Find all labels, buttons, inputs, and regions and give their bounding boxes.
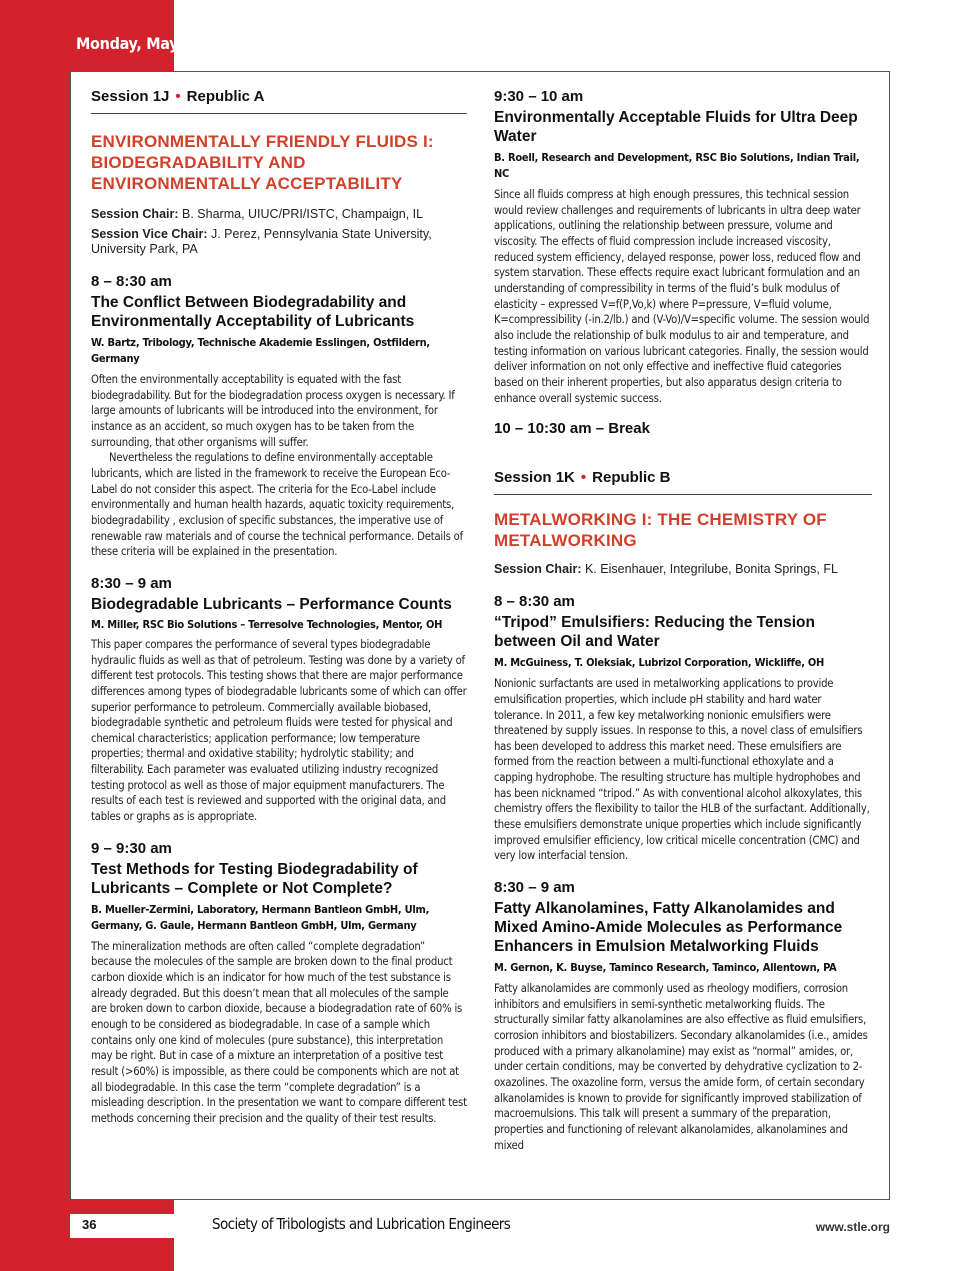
- footer-url[interactable]: www.stle.org: [815, 1220, 890, 1234]
- session-label: Session 1J: [91, 88, 170, 105]
- session-room: Republic A: [186, 88, 265, 105]
- talk-title: Biodegradable Lubricants – Performance Counts: [91, 595, 452, 613]
- chair-label: Session Chair:: [91, 207, 179, 221]
- talk-abstract: [91, 637, 467, 825]
- abstract-paragraph: Nevertheless the regulations to define environmentally acceptable lubricants, which are listed in the framework to receive the European Eco-Label do not consider this aspect. The criteria for the Eco-Label include environmentally and human health hazards, aquatic toxicity requirements, biodegradability , exclusion of specific substances, the imperative use of renewable raw materials and of course the technical performance. Details of these criteria will be explained in the presentation.: [91, 451, 463, 559]
- talk-abstract: [91, 939, 467, 1127]
- talk-authors: W. Bartz, Tribology, Technische Akademie Esslingen, Ostfildern, Germany: [91, 336, 430, 365]
- talk-abstract: [494, 187, 872, 406]
- session-room: Republic B: [592, 469, 671, 487]
- talk-authors: M. Gernon, K. Buyse, Taminco Research, Taminco, Allentown, PA: [494, 961, 837, 975]
- footer-organization: Society of Tribologists and Lubrication Engineers: [212, 1215, 511, 1233]
- talk-authors: M. McGuiness, T. Oleksiak, Lubrizol Corporation, Wickliffe, OH: [494, 656, 825, 670]
- session-title: METALWORKING I: THE CHEMISTRY OF METALWORKING: [494, 510, 827, 551]
- talk-time: 9:30 – 10 am: [494, 88, 584, 105]
- talk-time: 8:30 – 9 am: [494, 879, 575, 897]
- session-chair: [91, 207, 467, 222]
- abstract-paragraph: Since all fluids compress at high enough pressures, this technical session would review challenges and requirements of lubricants in ultra deep water applications, outlining the relationship between pressure, volume and viscosity. The effects of fluid compression include increased viscosity, reduced system efficiency, delayed response, power loss, reduced flow and system starvation. These effects require exact lubricant formulation and an understanding of compressibility in terms of the fluid’s bulk modulus of elasticity – expressed V=f(P,Vo,k) where P=pressure, V=fluid volume, K=compressibility (-in.2/lb.) and (V-Vo)/V=specific volume. The session would also include the relationship of bulk modulus to air and temperature, and testing information on various lubricant categories. Finally, the session would deliver information on not only effective and ineffective fluid categories based on their inherent properties, but also apparatus design criteria to enhance overall systemic success.: [494, 188, 870, 405]
- talk-title: Fatty Alkanolamines, Fatty Alkanolamides and Mixed Amino-Amide Molecules as Performance Enhancers in Emulsion Metalworking Fluids: [494, 900, 843, 956]
- session-label: Session 1K: [494, 469, 575, 487]
- talk-item: [91, 840, 467, 1127]
- abstract-paragraph: This paper compares the performance of several types biodegradable hydraulic fluids as well as that of petroleum. Testing was done by a variety of different test protocols. This testing shows that there are major performance differences among types of biodegradable lubricants some of which can offer superior performance to petroleum. Commercially available biobased, biodegradable synthetic and petroleum fluids were tested for physical and chemical characteristics; application performance; low temperature properties; thermal and oxidative stability; hydrolytic stability; and filterability. Each parameter was evaluated utilizing industry recognized testing protocol as well as those of major equipment manufacturers. The results of each test is reviewed and supported with the original data, and tables or graphs as is appropriate.: [91, 637, 467, 824]
- talk-title: “Tripod” Emulsifiers: Reducing the Tension between Oil and Water: [494, 614, 815, 651]
- talk-title: The Conflict Between Biodegradability and Environmentally Acceptability of Lubricants: [91, 294, 415, 330]
- talk-item: [91, 273, 467, 560]
- chair-name: K. Eisenhauer, Integrilube, Bonita Springs, FL: [585, 562, 838, 577]
- break-label: 10 – 10:30 am – Break: [494, 420, 650, 438]
- talk-time: 8 – 8:30 am: [91, 273, 172, 290]
- talk-item: [494, 879, 872, 1153]
- talk-title: Environmentally Acceptable Fluids for Ultra Deep Water: [494, 109, 858, 145]
- page-number: 36: [82, 1217, 97, 1232]
- talk-time: 8 – 8:30 am: [494, 593, 575, 611]
- talk-time: 8:30 – 9 am: [91, 574, 172, 592]
- session-vice-chair: [91, 227, 467, 257]
- talk-item: [494, 593, 872, 864]
- day-label: Monday, May 19: [76, 34, 203, 53]
- abstract-paragraph: Fatty alkanolamides are commonly used as rheology modifiers, corrosion inhibitors and emulsifiers in semi-synthetic metalworking fluids. The structurally similar fatty alkanolamines are also effective as fluid emulsifiers, corrosion inhibitors and biostabilizers. Secondary alkanolamides (i.e., amides produced with a primary alkanolamine) may exist as “normal” amides, or, under certain conditions, may be converted by dehydrative cyclization to 2-oxazolines. The oxazoline form, versus the amide form, of certain secondary alkanolamides is known to provide for significantly improved stabilization of macroemulsions. This talk will present a summary of the preparation, properties and functioning of relevant alkanolamides, alkanolamines and mixed: [494, 982, 868, 1152]
- session-header-1k: [494, 469, 872, 495]
- talk-title: Test Methods for Testing Biodegradability of Lubricants – Complete or Not Complete?: [91, 860, 418, 897]
- session-chair: [494, 562, 872, 577]
- abstract-paragraph: The mineralization methods are often called “complete degradation” because the molecules of the sample are broken down to the final product carbon dioxide which is an indicator for how much of the test substance is already degraded. But this doesn’t mean that all molecules of the sample are broken down to carbon dioxide, because a biodegradation rate of 60% is enough to be considered as biodegradable. In case of a sample which contains only one kind of molecules (pure substance), this interpretation may be right. But in case of a mixture an interpretation of a positive test result (>60%) is impossible, as there could be components which are not at all biodegradable. In this case the term “complete degradation” is a misleading description. In the presentation we want to compare different test methods concerning their precision and the quality of their test results.: [91, 939, 467, 1125]
- talk-item: [91, 575, 467, 825]
- talk-item: [494, 88, 872, 406]
- bullet-dot-icon: •: [175, 88, 181, 105]
- talk-authors: M. Miller, RSC Bio Solutions – Terresolve Technologies, Mentor, OH: [91, 617, 443, 631]
- bullet-dot-icon: •: [580, 469, 587, 487]
- talk-abstract: [91, 372, 467, 560]
- chair-label: Session Chair:: [494, 562, 582, 577]
- chair-name: B. Sharma, UIUC/PRI/ISTC, Champaign, IL: [182, 207, 424, 221]
- talk-authors: B. Roell, Research and Development, RSC Bio Solutions, Indian Trail, NC: [494, 151, 860, 180]
- left-column: [91, 72, 467, 1127]
- talk-time: 9 – 9:30 am: [91, 839, 172, 857]
- talk-abstract: [494, 676, 872, 864]
- talk-authors: B. Mueller-Zermini, Laboratory, Hermann Bantleon GmbH, Ulm, Germany, G. Gaule, Hermann Bantleon GmbH, Ulm, Germany: [91, 902, 430, 932]
- abstract-paragraph: Nonionic surfactants are used in metalworking applications to provide emulsification properties, which include pH stability and hard water tolerance. In 2011, a few key metalworking nonionic emulsifiers were threatened by supply issues. In response to this, a novel class of emulsifiers has been developed to address this market need. These emulsifiers are formed from the reaction between a multi-functional ethoxylate and a capping hydrophobe. The resulting structure has multiple hydrophobes and has been nicknamed “tripod.” As with conventional alcohol alkoxylates, this chemistry offers the flexibility to tailor the HLB of the surfactant. Additionally, these emulsifiers demonstrate unique properties which include significantly improved emulsifier efficiency, low critical micelle concentration (CMC) and very low interfacial tension.: [494, 677, 870, 863]
- vice-chair-label: Session Vice Chair:: [91, 227, 208, 241]
- right-column: [494, 72, 872, 1153]
- talk-abstract: [494, 981, 872, 1153]
- session-header-1j: [91, 88, 467, 114]
- vice-chair-name: J. Perez, Pennsylvania State University, University Park, PA: [91, 227, 432, 256]
- page-number-box: [70, 1214, 174, 1238]
- abstract-paragraph: Often the environmentally acceptability is equated with the fast biodegradability. But for the biodegradation process oxygen is necessary. If large amounts of lubricants will be introduced into the environment, for instance as an accident, so much oxygen has to be taken from the surrounding, that other organisms will suffer.: [91, 373, 455, 449]
- program-panel: [70, 71, 890, 1200]
- session-title: ENVIRONMENTALLY FRIENDLY FLUIDS I: BIODEGRADABILITY AND ENVIRONMENTALLY ACCEPTABILITY: [91, 132, 434, 193]
